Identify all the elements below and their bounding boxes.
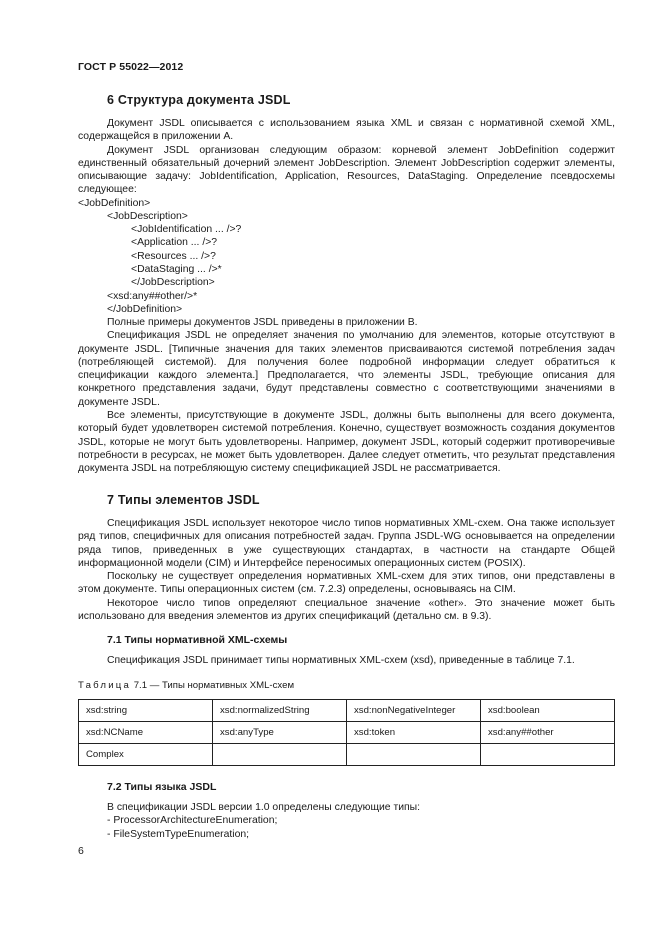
table-caption <box>78 680 294 691</box>
table-cell <box>213 744 347 766</box>
table-cell: xsd:nonNegativeInteger <box>347 700 481 722</box>
paragraph: Поскольку не существует определения нормативных XML-схем для этих типов, они представлены в этом документе. Типы операционных систем (см. 7.2.3) определены, основываясь на CIM. <box>78 571 615 596</box>
section-6-body <box>78 316 615 476</box>
table-cell: xsd:NCName <box>79 722 213 744</box>
standard-header: ГОСТ Р 55022—2012 <box>78 61 184 73</box>
subsection-7-2-body <box>107 801 420 841</box>
table-caption-text: 7.1 — Типы нормативных XML-схем <box>133 680 295 691</box>
table-cell: xsd:any##other <box>481 722 615 744</box>
code-line: </JobDefinition> <box>107 304 183 315</box>
code-line: <DataStaging ... />* <box>131 264 222 275</box>
code-line: <JobDescription> <box>107 211 188 222</box>
table-row <box>79 722 615 744</box>
code-line: <Application ... />? <box>131 237 218 248</box>
list-item: - ProcessorArchitectureEnumeration; <box>107 815 278 827</box>
section-7-body <box>78 517 615 623</box>
paragraph: Документ JSDL описывается с использованием языка XML и связан с нормативной схемой XML, содержащейся в приложении А. <box>78 118 615 143</box>
code-line: <xsd:any##other/>* <box>107 291 198 302</box>
paragraph: Некоторое число типов определяют специальное значение «other». Это значение может быть использовано для введения элементов из других спецификаций (детально см. в 9.3). <box>78 597 615 623</box>
table-cell <box>347 744 481 766</box>
table-cell: Complex <box>79 744 213 766</box>
table-row <box>79 700 615 722</box>
section-7-heading: 7 Типы элементов JSDL <box>107 493 260 507</box>
section-6-intro <box>78 117 615 197</box>
section-6-heading: 6 Структура документа JSDL <box>107 93 291 107</box>
page-number: 6 <box>78 845 84 857</box>
list-item: - FileSystemTypeEnumeration; <box>107 828 250 840</box>
paragraph: Спецификация JSDL не определяет значения по умолчанию для элементов, которые отсутствуют в документе JSDL. [Типичные значения для таких элементов присваиваются системой потребления задач (потребляющей системой). Для получения более подробной информации следует обратиться к спецификации каждого элемента.] Предполагается, что элементы JSDL, требующие описания для конкретного представления задачи, будут представлены совместно с соответствующими значениями в документе JSDL. <box>78 330 615 408</box>
paragraph: Все элементы, присутствующие в документе JSDL, должны быть выполнены для всего документа, который будет удовлетворен системой потребления. Конечно, существует возможность создания документов JSDL, которые не могут быть удовлетворены. Например, документ JSDL, который содержит противоречивые потребности в ресурсах, не может быть удовлетворен. Далее следует отметить, что результат представления документа JSDL на потребляющую систему спецификацией JSDL не рассматривается. <box>78 410 615 475</box>
paragraph: Спецификация JSDL принимает типы нормативных XML-схем (xsd), приведенные в таблице 7.1. <box>107 655 575 666</box>
table-cell: xsd:string <box>79 700 213 722</box>
paragraph: Спецификация JSDL использует некоторое число типов нормативных XML-схем. Она также использует ряд типов, специфичных для описания потребностей задач. Группа JSDL-WG основывается на определении ряда типов, приведенных в уже существующих стандартах, в частности на стандарте Общей информационной модели (CIM) и Интерфейсе переносимых операционных систем (POSIX). <box>78 518 615 569</box>
table-caption-label: Таблица <box>78 680 132 691</box>
table-cell: xsd:token <box>347 722 481 744</box>
code-line: <JobDefinition> <box>78 198 151 209</box>
table-cell <box>481 744 615 766</box>
xsd-types-table <box>78 699 615 766</box>
code-line: <JobIdentification ... />? <box>131 224 242 235</box>
subsection-7-1-heading: 7.1 Типы нормативной XML-схемы <box>107 634 288 646</box>
table-cell: xsd:normalizedString <box>213 700 347 722</box>
table-row <box>79 744 615 766</box>
code-line: </JobDescription> <box>131 277 215 288</box>
paragraph: В спецификации JSDL версии 1.0 определены следующие типы: <box>107 802 421 813</box>
paragraph: Документ JSDL организован следующим образом: корневой элемент JobDefinition содержит единственный обязательный дочерний элемент JobDescription. Элемент JobDescription содержит элементы, описывающие задачу: JobIdentification, Application, Resources, DataStaging. Определение псевдосхемы следующее: <box>78 144 615 196</box>
table-cell: xsd:anyType <box>213 722 347 744</box>
code-line: <Resources ... />? <box>131 251 216 262</box>
table-cell: xsd:boolean <box>481 700 615 722</box>
subsection-7-1-body <box>78 654 615 667</box>
subsection-7-2-heading: 7.2 Типы языка JSDL <box>107 781 217 793</box>
paragraph: Полные примеры документов JSDL приведены в приложении В. <box>107 317 418 328</box>
